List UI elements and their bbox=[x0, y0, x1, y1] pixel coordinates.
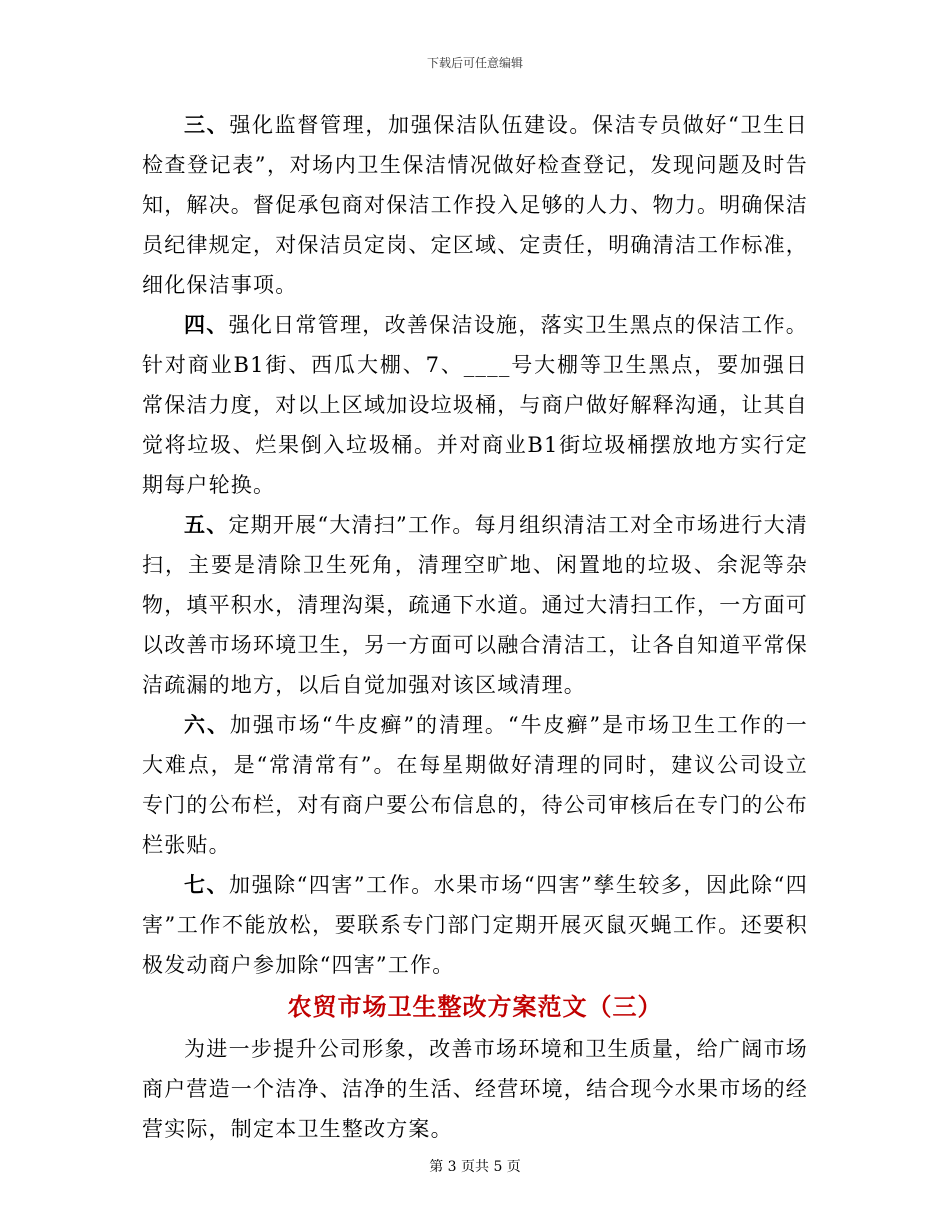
paragraph-3 bbox=[142, 105, 808, 305]
page-footer: 第 3 页共 5 页 bbox=[429, 1159, 521, 1175]
paragraph-text: 加强市场“牛皮癣”的清理。“牛皮癣”是市场卫生工作的一大难点，是“常清常有”。在每星期做好清理的同时，建议公司设立专门的公布栏，对有商户要公布信息的，待公司审核后在专门的公布栏张贴。 bbox=[142, 713, 808, 857]
paragraph-6 bbox=[142, 705, 808, 865]
paragraph-5 bbox=[142, 505, 808, 705]
section-heading: 农贸市场卫生整改方案范文（三） bbox=[287, 992, 663, 1021]
item-number: 五、 bbox=[184, 512, 229, 537]
paragraph-text: 强化日常管理，改善保洁设施，落实卫生黑点的保洁工作。针对商业B1街、西瓜大棚、7、____号大棚等卫生黑点，要加强日常保洁力度，对以上区域加设垃圾桶，与商户做好解释沟通，让其自觉将垃圾、烂果倒入垃圾桶。并对商业B1街垃圾桶摆放地方实行定期每户轮换。 bbox=[142, 313, 808, 497]
page-header: 下载后可任意编辑 bbox=[426, 56, 523, 70]
item-number: 六、 bbox=[184, 712, 230, 737]
item-number: 四、 bbox=[184, 312, 229, 337]
document-body bbox=[142, 105, 808, 1149]
item-number: 三、 bbox=[184, 112, 230, 137]
paragraph-text: 定期开展“大清扫”工作。每月组织清洁工对全市场进行大清扫，主要是清除卫生死角，清理空旷地、闲置地的垃圾、余泥等杂物，填平积水，清理沟渠，疏通下水道。通过大清扫工作，一方面可以改善市场环境卫生，另一方面可以融合清洁工，让各自知道平常保洁疏漏的地方，以后自觉加强对该区域清理。 bbox=[142, 513, 808, 697]
paragraph-text: 加强除“四害”工作。水果市场“四害”孳生较多，因此除“四害”工作不能放松，要联系专门部门定期开展灭鼠灭蝇工作。还要积极发动商户参加除“四害”工作。 bbox=[142, 873, 808, 977]
paragraph-7 bbox=[142, 865, 808, 985]
paragraph-text: 强化监督管理，加强保洁队伍建设。保洁专员做好“卫生日检查登记表”，对场内卫生保洁情况做好检查登记，发现问题及时告知，解决。督促承包商对保洁工作投入足够的人力、物力。明确保洁员纪律规定，对保洁员定岗、定区域、定责任，明确清洁工作标准，细化保洁事项。 bbox=[142, 113, 808, 297]
item-number: 七、 bbox=[184, 872, 230, 897]
paragraph-4 bbox=[142, 305, 808, 505]
intro-paragraph: 为进一步提升公司形象，改善市场环境和卫生质量，给广阔市场商户营造一个洁净、洁净的生活、经营环境，结合现今水果市场的经营实际，制定本卫生整改方案。 bbox=[142, 1037, 808, 1141]
